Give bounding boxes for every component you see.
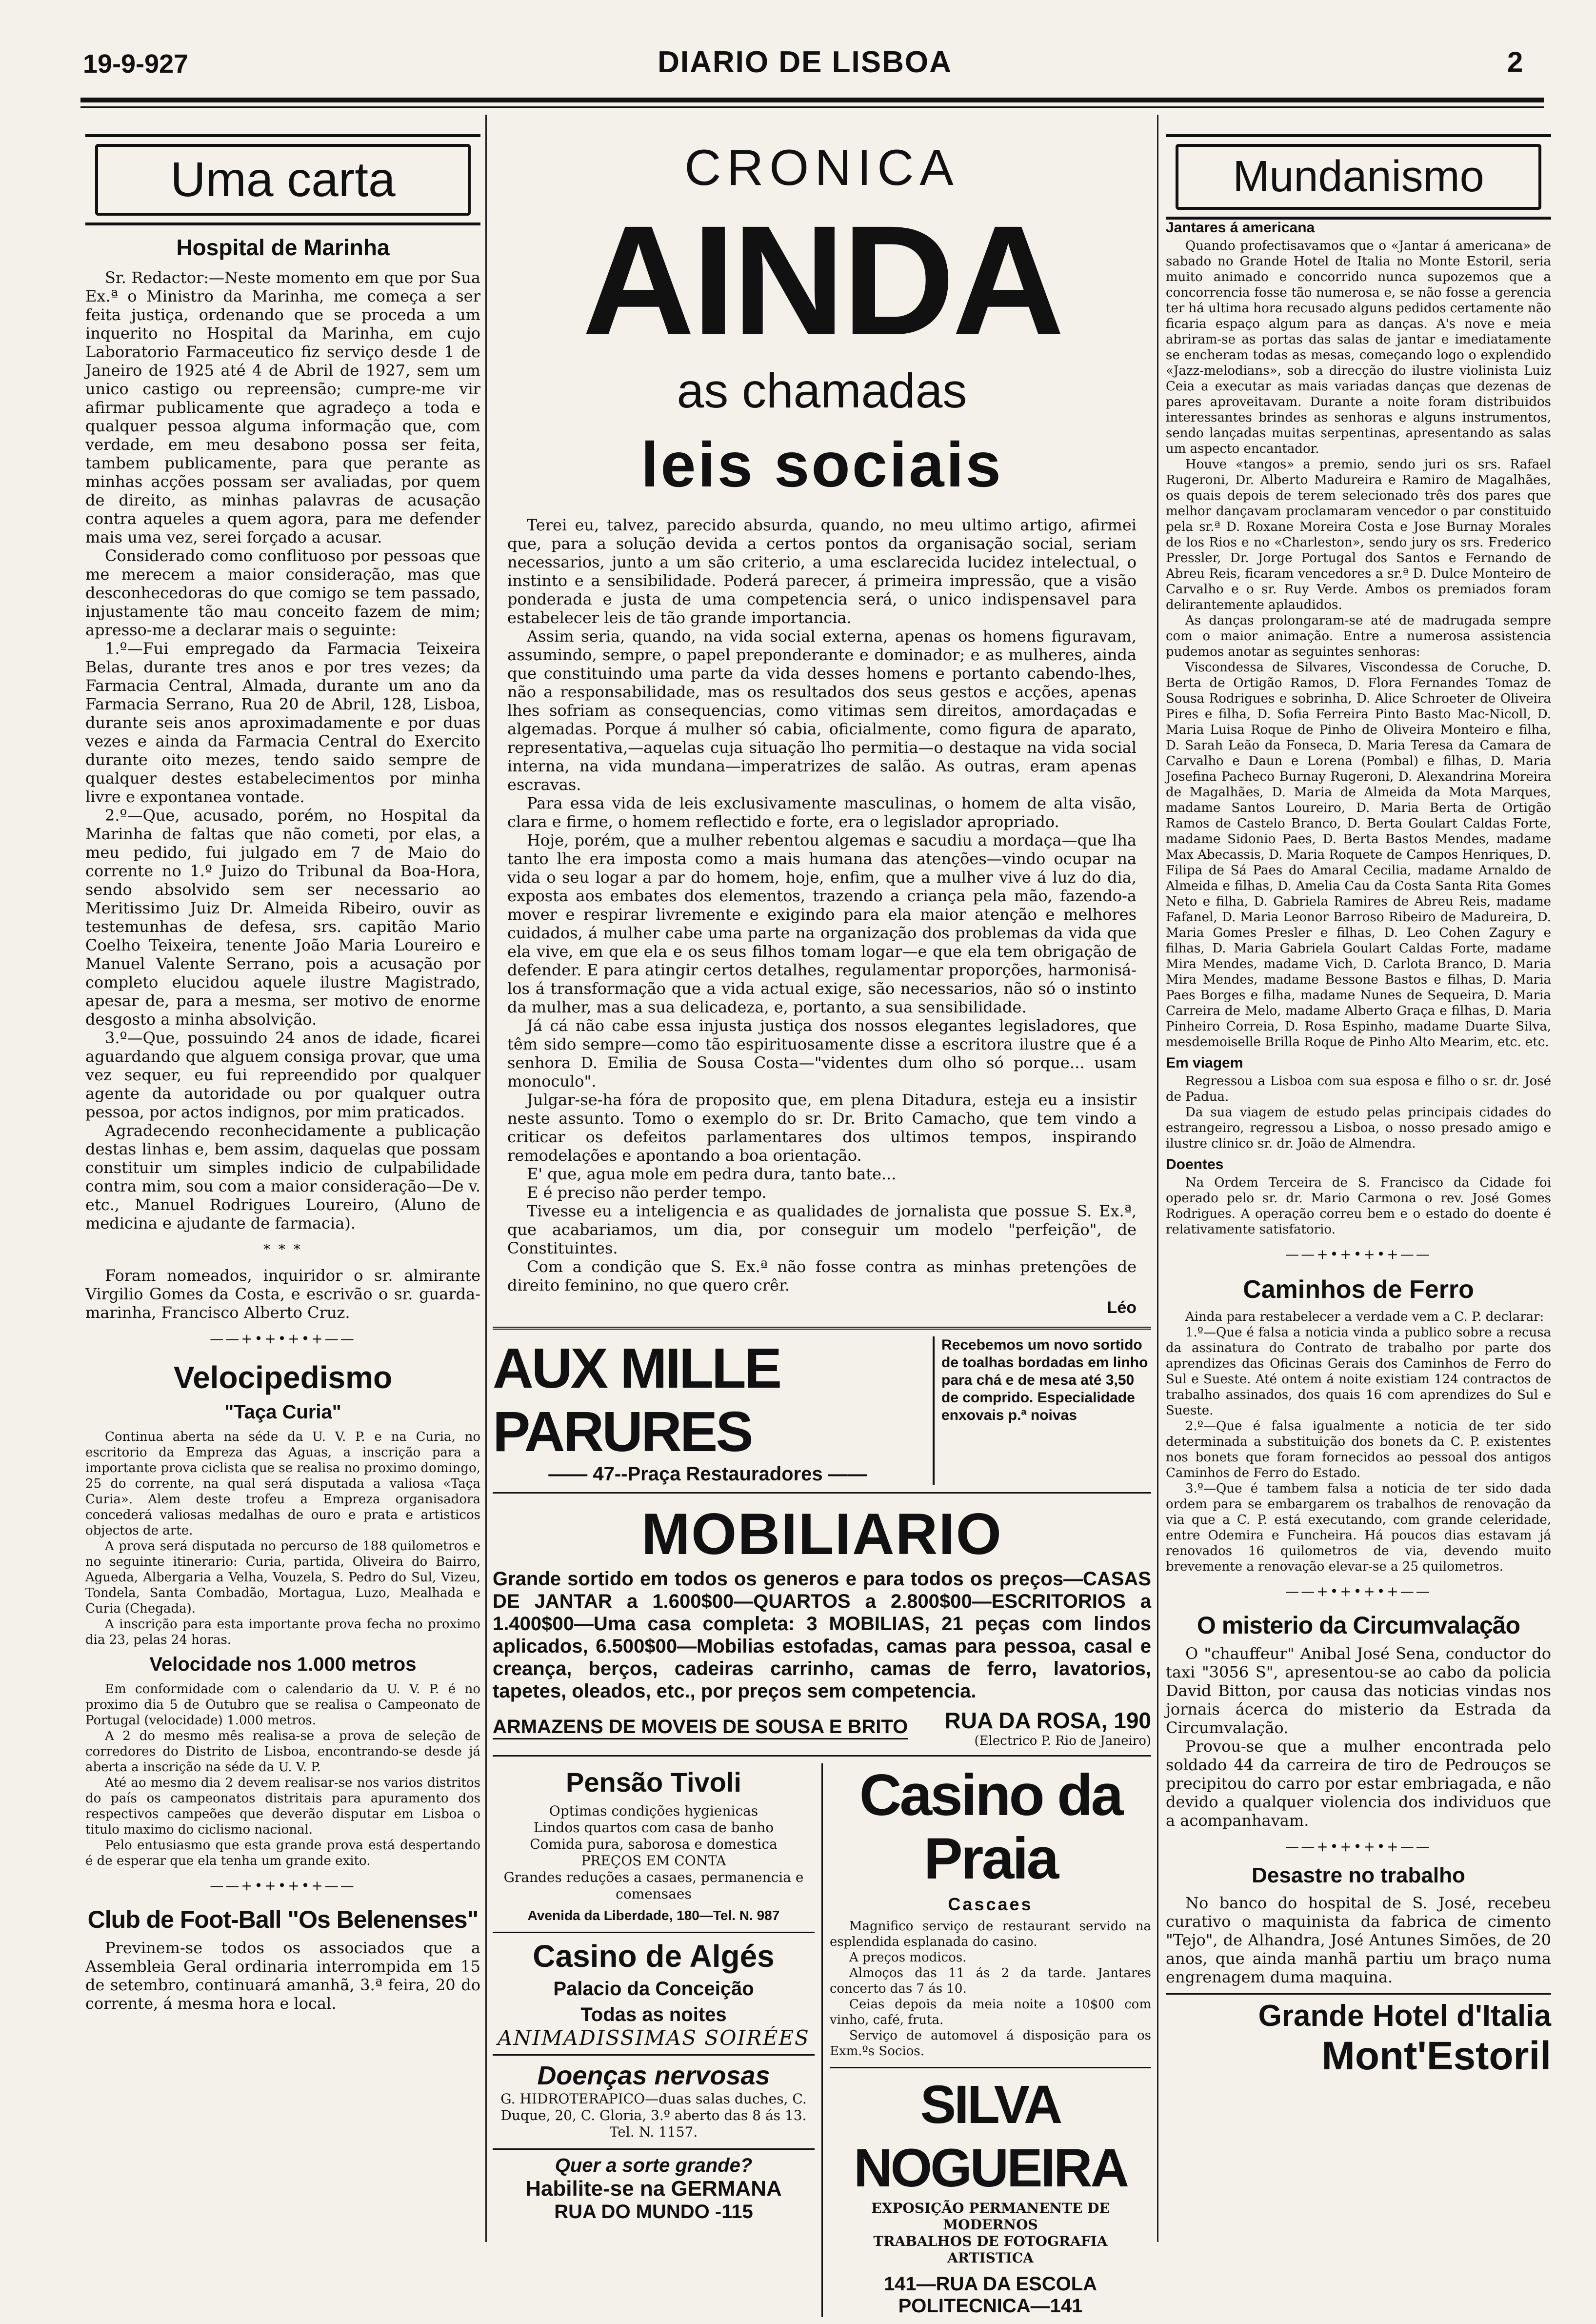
jantares-paragraph: Houve «tangos» a premio, sendo juri os srs. Rafael Rugeroni, Dr. Alberto Madureira e Ramiro de Magalhães, os quais depois de terem selecionado três dos pares que melhor dançavam proclamaram vencedor o par constituido pela sr.ª D. Roxane Moreira Costa e Jose Burnay Morales de los Rios e no «Charleston», sendo jury os srs. Frederico Pressler, Dr. Jorge Portugal dos Santos e Fernando de Abreu Reis, ficaram vencedores a sr.ª D. Dulce Monteiro de Carvalho e o sr. Ruy Verde. Ambos os premiados foram delirantemente aplaudidos. — [1166, 457, 1551, 612]
letter-paragraph: Considerado como conflituoso por pessoas que me merecem a maior consideração, mas que desconhecedoras do que comigo se tem passado, injustamente tão mau conceito fazem de mim; apresso-me a declarar mais o seguinte: — [85, 546, 480, 639]
doentes-label: Doentes — [1166, 1156, 1224, 1172]
belenenses-heading: Club de Foot-Ball "Os Belenenses" — [87, 1906, 479, 1933]
alges-sub: Palacio da Conceição — [553, 1978, 754, 2000]
praia-line: Almoços das 11 ás 2 da tarde. Jantares concerto das 7 ás 10. — [830, 1966, 1151, 1996]
jantares-label: Jantares á americana — [1166, 220, 1315, 236]
letter-subtitle: Hospital de Marinha — [176, 235, 390, 260]
letter-paragraph: Agradecendo reconhecidamente a publicação destas linhas e, bem assim, daquelas que possam constituir um simples indicio de culpabilidade contra mim, sou com a maior consideração—De v. etc., Manuel Rodrigues Loureiro, (Aluno de medicina e ajudante de farmacia). — [85, 1121, 481, 1233]
jantares-paragraph: Quando profectisavamos que o «Jantar á americana» de sabado no Grande Hotel de Italia no Monte Estoril, seria muito animado e concorrido nunca supozemos que a concorrencia fosse tão numerosa e, se não fosse a gerencia ter há ultima hora recusado alguns pedidos certamente não ficaria espaço algum para as danças. A's nove e meia abriram-se as portas das salas de jantar e imediatamente se encheram todas as mesas, começando logo o explendido «Jazz-melodians», sob a direcção do ilustre violinista Luiz Ceia a executar as mais variadas danças que dezenas de pares aproveitavam. Durante a noite foram distribuidos interessantes brindes as senhoras e alguns instrumentos, sendo lançadas muitas serpentinas, apresentando as salas um aspecto encantador. — [1166, 239, 1551, 456]
germana-line-2: Habilite-se na GERMANA — [525, 2177, 782, 2201]
mobiliario-body: Grande sortido em todos os generos e para todos os preços—CASAS DE JANTAR a 1.600$00—QUARTOS a 2.800$00—ESCRITORIOS a 1.400$00—Uma casa completa: 3 MOBILIAS, 21 peças com lindos aplicados, 6.500$00—Mobilias estofadas, camas para pessoa, casal e creança, berços, cadeiras carrinho, camas de ferro, lavatorios, tapetes, oleados, etc., por preços sem competencia. — [493, 1568, 1151, 1702]
silva-line-2: TRABALHOS DE FOTOGRAFIA ARTISTICA — [873, 2233, 1108, 2266]
separator: * * * — [263, 1241, 302, 1257]
hotel-line: Grande Hotel d'Italia — [1258, 1999, 1551, 2033]
viagem-label: Em viagem — [1166, 1055, 1243, 1071]
velocipedismo-heading: Velocipedismo — [173, 1360, 393, 1395]
cronica-paragraph: Terei eu, talvez, parecido absurda, quando, no meu ultimo artigo, afirmei que, para a solução devida a certos pontos da organisação social, seriam necessarios, junto a um são criterio, a uma esclarecida lucidez intelectual, o instinto e a sensibilidade. Poderá parecer, á primeira impressão, que a visão ponderada e justa de uma competencia será, o unico indispensavel para estabelecer leis de tão grande importancia. — [507, 516, 1137, 627]
ad-grande-hotel — [1166, 1993, 1551, 2079]
velo-body-2 — [85, 1681, 480, 1869]
casino-praia-name: Casino da Praia — [859, 1762, 1122, 1891]
right-column — [1166, 115, 1551, 2245]
uma-carta-heading: Uma carta — [95, 144, 471, 216]
page-number: 2 — [1507, 46, 1523, 78]
cronica-paragraph: Já cá não cabe essa injusta justiça dos nossos elegantes legisladores, que têm sido sempre—como tão espirituosamente disse a escritora ilustre que é a senhora D. Emilia de Sousa Costa—"videntes dum olho só porque... usam monoculo". — [507, 1016, 1137, 1091]
velo-paragraph: Em conformidade com o calendario da U. V. P. é no proximo dia 5 de Outubro que se realisa o Campeonato de Portugal (velocidade) 1.000 metros. — [85, 1682, 480, 1728]
velo-paragraph: A inscrição para esta importante prova fecha no proximo dia 23, pelas 24 horas. — [85, 1617, 480, 1647]
separator: ——+•+•+•+—— — [210, 1331, 356, 1347]
jantares-body — [1166, 238, 1551, 1050]
left-column — [85, 115, 480, 2245]
letter-paragraph: Sr. Redactor:—Neste momento em que por Sua Ex.ª o Ministro da Marinha, me começa a ser feita justiça, ordenando que se proceda a um inquerito no Hospital da Marinha, em cujo Laboratorio Farmaceutico fiz serviço desde 1 de Janeiro de 1925 até 4 de Abril de 1927, sem um unico castigo ou repreensão; cumpre-me vir afirmar publicamente que agradeço a toda e qualquer pessoa alguma informação que, com verdade, em meu desabono possa ser feita, tambem publicamente, para que perante as minhas acções possam ser avaliadas, por quem de direito, as minhas palavras de acusação contra aqueles a quem agora, para me defender mais uma vez, serei forçado a acusar. — [85, 268, 480, 546]
newspaper-title: DIARIO DE LISBOA — [658, 45, 952, 79]
praia-line: Serviço de automovel á disposição para os Exm.ºs Socios. — [830, 2028, 1151, 2059]
cronica-paragraph: Hoje, porém, que a mulher rebentou algemas e sacudiu a mordaça—que lha tanto lhe era imposta como a mais humana das atenções—vindo ocupar na vida o seu logar a par do homem, hoje, enfim, que a mulher vive á luz do dia, exposta aos embates dos elementos, trazendo a criança pela mão, fazendo-a mover e respirar livremente e exigindo para ela maior atenção e melhores cuidados, á mulher cabe uma parte na organização dos problemas da vida que ela vive, em que ela e os seus filhos tomam logar—e que ela tem obrigação de defender. E para atingir certos detalhes, regulamentar proporções, harmonisá-los á transformação que a vida actual exige, são necessarios, não só o instinto da mulher, mas a sua delicadeza, e, portanto, a sua sensibilidade. — [507, 831, 1137, 1016]
velo-paragraph: Continua aberta na séde da U. V. P. e na Curia, no escritorio da Empreza das Aguas, a inscrição para a importante prova ciclista que se realisa no proximo domingo, 25 do corrente, na qual será disputada a valiosa «Taça Curia». Alem deste trofeu a Empreza organisadora concederá valiosas medalhas de ouro e prata e artisticos objectos de arte. — [85, 1430, 480, 1538]
aux-place: —— 47--Praça Restauradores —— — [548, 1463, 867, 1485]
cronica-paragraph: Para essa vida de leis exclusivamente masculinas, o homem de alta visão, clara e firme, o homem reflectido e forte, era o legislador apropriado. — [507, 794, 1137, 831]
column-divider — [1157, 115, 1158, 2242]
alges-line-2: ANIMADISSIMAS SOIRÉES — [498, 2026, 810, 2050]
alges-name: Casino de Algés — [533, 1939, 775, 1974]
mobiliario-name: MOBILIARIO — [641, 1501, 1002, 1567]
cronica-paragraph: Tivesse eu a inteligencia e as qualidades de jornalista que possue S. Ex.ª, que acabariamos, um dia, por conseguir um modelo "perfeição", de Constituintes. — [507, 1202, 1137, 1257]
aux-name: AUX MILLE PARURES — [493, 1336, 780, 1463]
letter-paragraph: 1.º—Fui empregado da Farmacia Teixeira Belas, durante tres anos e por tres vezes; da Farmacia Central, Almada, durante um ano da Farmacia Serrano, Rua 20 de Abril, 128, Lisboa, durante seis anos aproximadamente e por duas vezes e ainda da Farmacia Central do Exercito durante oito mezes, tendo saido sempre de qualquer destes estabelecimentos por minha livre e expontanea vontade. — [85, 639, 480, 806]
silva-address: 141—RUA DA ESCOLA POLITECNICA—141 — [883, 2273, 1097, 2317]
cronica-paragraph: Com a condição que S. Ex.ª não fosse contra as minhas pretenções de direito feminino, no que quero crêr. — [507, 1257, 1137, 1294]
doencas-text: G. HIDROTERAPICO—duas salas duches, C. Duque, 20, C. Gloria, 3.º aberto das 8 ás 13. Tel. N. 1157. — [500, 2091, 807, 2140]
velo-paragraph: Pelo entusiasmo que esta grande prova está despertando é de esperar que ela tenha um grande exito. — [85, 1838, 480, 1868]
belenenses-text: Previnem-se todos os associados que a Assembleia Geral ordinaria interrompida em 15 de setembro, continuará amanhã, 3.ª feira, 20 do corrente, á mesma hora e local. — [85, 1939, 480, 2013]
misterio-paragraph: Provou-se que a mulher encontrada pelo soldado 44 da carreira de tiro de Pedrouços se precipitou do carro por estar embriagada, e não devido a qualquer violencia dos individuos que a acompanhavam. — [1166, 1737, 1551, 1830]
alges-line: Todas as noites — [580, 2004, 727, 2025]
page-date: 19-9-927 — [83, 49, 189, 79]
appointment-text: Foram nomeados, inquiridor o sr. almirante Virgilio Gomes da Costa, e escrivão o sr. guarda-marinha, Francisco Alberto Cruz. — [85, 1266, 480, 1322]
cronica-signature: Léo — [1107, 1298, 1137, 1317]
tivoli-line: Optimas condições hygienicas — [549, 1803, 758, 1819]
middle-column — [493, 115, 1151, 2317]
viagem-paragraph: Regressou a Lisboa com sua esposa e filho o sr. dr. José de Padua. — [1166, 1074, 1551, 1104]
velo-paragraph: A prova será disputada no percurso de 188 quilometros e no seguinte itinerario: Curia, partida, Oliveira do Bairro, Agueda, Albergaria a Velha, Vouzela, S. Pedro do Sul, Vizeu, Tondela, Santa Combadão, Mortagua, Luzo, Mealhada e Curia (Chegada). — [85, 1539, 480, 1616]
velo-paragraph: Até ao mesmo dia 2 devem realisar-se nos varios distritos do país os campeonatos distritais para apuramento dos respectivos campeões que deverão disputar em Lisboa o titulo maximo do ciclismo nacional. — [85, 1776, 480, 1837]
viagem-body — [1166, 1073, 1551, 1152]
germana-line-3: RUA DO MUNDO -115 — [554, 2201, 753, 2223]
cronica-paragraph: Julgar-se-ha fóra de proposito que, em plena Ditadura, esteja eu a insistir neste assunto. Tomo o exemplo do sr. Dr. Brito Camacho, que tem vindo a criticar os defeitos parlamentares dos ultimos tempos, inspirando remodelações e apontando a boa orientação. — [507, 1091, 1137, 1165]
velo-paragraph: A 2 do mesmo mês realisa-se a prova de seleção de corredores do Distrito de Lisboa, encontrando-se desde já aberta a inscrição na séde da U. V. P. — [85, 1729, 480, 1775]
tivoli-line: Comida pura, saborosa e domestica — [530, 1836, 778, 1852]
separator: ——+•+•+•+—— — [1285, 1583, 1432, 1599]
tivoli-name: Pensão Tivoli — [566, 1767, 741, 1798]
velocidade-subheading: Velocidade nos 1.000 metros — [149, 1654, 417, 1675]
armazens-name: ARMAZENS DE MOVEIS DE SOUSA E BRITO — [493, 1716, 908, 1739]
praia-line: Ceias depois da meia noite a 10$00 com vinho, café, fruta. — [830, 1997, 1151, 2027]
mundanismo-heading: Mundanismo — [1176, 144, 1541, 210]
separator: ——+•+•+•+—— — [210, 1878, 356, 1894]
caminhos-paragraph: 2.º—Que é falsa igualmente a noticia de ter sido determinada a substituição dos bonets da C. P. existentes nos bonets que foram fornecidos ao pessoal dos antigos Caminhos de Ferro do Estado. — [1166, 1419, 1551, 1480]
caminhos-heading: Caminhos de Ferro — [1243, 1275, 1474, 1304]
rua-da-rosa-sub: (Electrico P. Rio de Janeiro) — [974, 1734, 1151, 1748]
silva-nogueira-name: SILVA NOGUEIRA — [854, 2075, 1127, 2198]
praia-line: A preços modicos. — [849, 1950, 967, 1965]
column-divider — [485, 115, 487, 2242]
praia-line: Magnifico serviço de restaurant servido na esplendida esplanada do casino. — [830, 1919, 1151, 1949]
tivoli-line: Lindos quartos com casa de banho — [533, 1819, 774, 1836]
tivoli-line: PREÇOS EM CONTA — [581, 1853, 726, 1869]
caminhos-paragraph: 3.º—Que é tambem falsa a noticia de ter sido dada ordem para se embargarem os trabalhos de renovação da via que a C. P. está executando, com grande celeridade, entre Odemira e Funcheira. Há poucos dias estavam já renovados 16 quilometros de via, devendo muito brevemente a renovação elevar-se a 25 quilometros. — [1166, 1481, 1551, 1574]
letter-body — [85, 268, 480, 1233]
ad-aux-mille-parures — [493, 1327, 1151, 1492]
jantares-paragraph: Viscondessa de Silvares, Viscondessa de Coruche, D. Berta de Ortigão Ramos, D. Flora Fernandes Tomaz de Sousa Rodrigues e sobrinha, D. Alice Schroeter de Oliveira Pires e filha, D. Sofia Ferreira Pinto Basto Mac-Nicoll, D. Maria Luisa Roque de Pinho de Oliveira Monteiro e filha, D. Sarah Leão da Fonseca, D. Maria Teresa da Camara de Carvalho e Daun e Lorena (Pombal) e filhas, D. Maria Josefina Pacheco Burnay Rugeroni, D. Alexandrina Moreira de Magalhães, D. Maria de Almeida da Mota Marques, madame Santos Loureiro, D. Maria Berta de Ortigão Ramos de Castelo Branco, D. Berta Goulart Caldas Forte, madame Sidonio Paes, D. Berta Bastos Mendes, madame Max Abecassis, D. Maria Roquete de Campos Henriques, D. Filipa de Sá Paes do Amaral Cecilia, madame Arnaldo de Almeida e filhas, D. Amelia Cau da Costa Santa Rita Gomes Neto e filha, D. Gabriela Ramires de Abreu Reis, madame Fafanel, D. Maria Leonor Barroso Ribeiro de Madureira, D. Maria Gomes Presler e filhas, D. Leo Cohen Zagury e filhas, D. Maria Gabriela Goulart Caldas Forte, madame Mira Mendes, madame Vich, D. Carlota Branco, D. Maria Mira Mendes, madame Bessone Bastos e filhas, D. Maria Paes Borges e filha, madame Nunes de Sequeira, D. Maria Carreira de Melo, madame Alberto Graça e filhas, D. Maria Pinheiro Correia, D. Rosa Espinho, madame Duarte Silva, mesdemoiselle Brilla Roque de Pinho Alto Mearim, etc. etc. — [1166, 660, 1551, 1050]
viagem-paragraph: Da sua viagem de estudo pelas principais cidades do estrangeiro, regressou a Lisboa, o nosso presado amigo e ilustre clinico sr. dr. João de Almendra. — [1166, 1105, 1551, 1151]
cronica-paragraph: Assim seria, quando, na vida social externa, apenas os homens figuravam, assumindo, sempre, o papel preponderante e dominador; e as mulheres, ainda que constituindo uma parte da vida desses homens e portanto cabendo-lhes, não a responsabilidade, mas os resultados dos seus gestos e acções, apenas lhes sofriam as consequencias, como vitimas sem direitos, amordaçadas e algemadas. Porque á mulher só cabia, oficialmente, como figura de aparato, representativa,—aquelas cuja situação lho permitia—o destaque na vida social interna, na vida mundana—imperatrizes de salão. As outras, eram apenas escravas. — [507, 627, 1137, 794]
casino-praia-body — [830, 1919, 1151, 2059]
cronica-paragraph: E é preciso não perder tempo. — [527, 1183, 767, 1202]
letter-paragraph: 2.º—Que, acusado, porém, no Hospital da Marinha de faltas que não cometi, por elas, a meu pedido, fui julgado em 7 de Maio do corrente no 1.º Juizo do Tribunal da Boa-Hora, sendo absolvido sem ser necessario ao Meritissimo Juiz Dr. Almeida Ribeiro, ouvir as testemunhas de defesa, srs. capitão Mario Coelho Teixeira, tenente João Maria Loureiro e Manuel Valente Serrano, pois a acusação por completo elucidou aquele ilustre Magistrado, apesar de, para a mesma, ser motivo de enorme desgosto a minha absolvição. — [85, 806, 480, 1029]
ad-mobiliario — [493, 1492, 1151, 1755]
tivoli-line: Grandes reduções a casaes, permanencia e comensaes — [503, 1869, 804, 1902]
taca-curia-subheading: "Taça Curia" — [224, 1401, 341, 1423]
jantares-paragraph: As danças prolongaram-se até de madrugada sempre com o maior animação. Entre a numerosa assistencia pudemos anotar as seguintes senhoras: — [1166, 613, 1551, 659]
germana-line: Quer a sorte grande? — [555, 2155, 753, 2176]
cronica-subtitle: as chamadas — [677, 364, 967, 418]
cronica-title: AINDA — [582, 193, 1062, 367]
cronica-body — [507, 516, 1137, 1317]
misterio-paragraph: O "chauffeur" Anibal José Sena, conductor do taxi "3056 S", apresentou-se ao cabo da policia David Bitton, por causa das noticias vindas nos jornais ácerca do misterio da Estrada da Circumvalação. — [1166, 1644, 1551, 1737]
aux-note: Recebemos um novo sortido de toalhas bordadas em linho para chá e de mesa até 3,50 de comprido. Especialidade enxovais p.ª noivas — [933, 1336, 1151, 1485]
doentes-text: Na Ordem Terceira de S. Francisco da Cidade foi operado pelo sr. dr. Mario Carmona o rev. José Gomes Rodrigues. A operação correu bem e o estado do doente é relativamente satisfatorio. — [1166, 1175, 1551, 1237]
tivoli-address: Avenida da Liberdade, 180—Tel. N. 987 — [527, 1908, 780, 1923]
misterio-body — [1166, 1644, 1551, 1830]
ad-grid — [493, 1755, 1151, 2324]
cronica-paragraph: E' que, agua mole em pedra dura, tanto bate... — [527, 1165, 897, 1183]
velo-body — [85, 1429, 480, 1648]
cronica-subtitle-bold: leis sociais — [641, 429, 1003, 500]
separator: ——+•+•+•+—— — [1285, 1246, 1432, 1262]
hotel-line-2: Mont'Estoril — [1321, 2034, 1551, 2078]
masthead-rule — [80, 98, 1544, 102]
letter-paragraph: 3.º—Que, possuindo 24 anos de idade, ficarei aguardando que alguem consiga provar, que uma vez sequer, eu fui repreendido por qualquer agente da autoridade ou por qualquer outra pessoa, por actos indignos, por mim praticados. — [85, 1029, 480, 1121]
rua-da-rosa: RUA DA ROSA, 190 — [944, 1708, 1151, 1733]
doencas-name: Doenças nervosas — [537, 2061, 770, 2090]
cronica-kicker: CRONICA — [684, 140, 959, 196]
separator: ——+•+•+•+—— — [1285, 1839, 1432, 1855]
desastre-heading: Desastre no trabalho — [1252, 1863, 1465, 1887]
caminhos-body — [1166, 1309, 1551, 1575]
casino-praia-sub: Cascaes — [948, 1894, 1033, 1914]
desastre-text: No banco do hospital de S. José, recebeu curativo o maquinista da fabrica de cimento "Tejo", de Alhandra, José Antunes Simões, de 20 anos, que ainda manhã partiu um braço numa engrenagem duma maquina. — [1166, 1894, 1551, 1986]
masthead-rule-thin — [80, 106, 1544, 108]
caminhos-paragraph: 1.º—Que é falsa a noticia vinda a publico sobre a recusa da assinatura do Contrato de trabalho por parte dos aprendizes das Oficinas Gerais dos Caminhos de Ferro do Sul e Sueste. Até ontem á noite existiam 124 contractos de trabalho assinados, dos quais 16 com aprendizes do Sul e Sueste. — [1166, 1325, 1551, 1418]
misterio-heading: O misterio da Circumvalação — [1197, 1612, 1520, 1639]
caminhos-paragraph: Ainda para restabelecer a verdade vem a C. P. declarar: — [1185, 1310, 1544, 1324]
silva-line: EXPOSIÇÃO PERMANENTE DE MODERNOS — [871, 2200, 1110, 2233]
